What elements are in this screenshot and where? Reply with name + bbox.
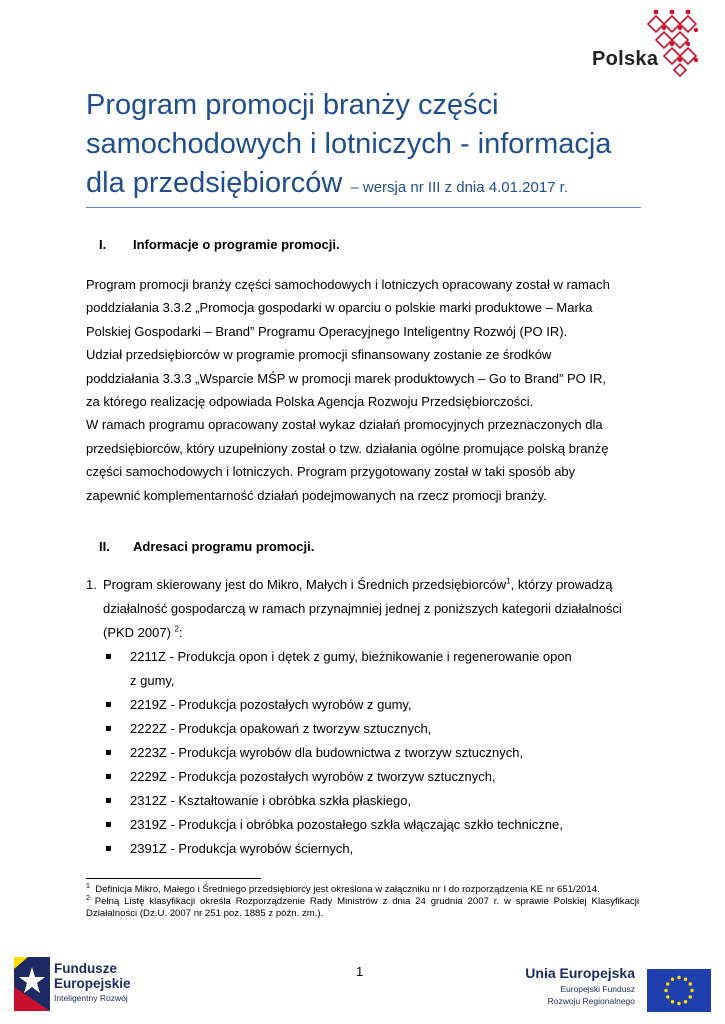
eu-star-icon [690, 989, 693, 992]
list-item [103, 741, 643, 765]
list-item [103, 717, 643, 741]
bullet-square-icon [106, 702, 111, 707]
footnote-text: Pełną Listę klasyfikacji określa Rozporządzenie Rady Ministrów z dnia 24 grudnia 2007 r. w sprawie Polskiej Klasyfikacji Działalności (Dz.U. 2007 nr 251 poz. 1885 z późn. zm.). [86, 896, 639, 919]
section-title: Adresaci programu promocji. [133, 539, 315, 554]
paragraph-line: Udział przedsiębiorców w programie promocji sfinansowany zostanie ze środków [86, 347, 552, 363]
document-title [86, 86, 646, 207]
paragraph-line: za którego realizację odpowiada Polska Agencja Rozwoju Przedsiębiorczości. [86, 394, 534, 410]
footnote [86, 884, 639, 896]
title-version: – wersja nr III z dnia 4.01.2017 r. [350, 179, 568, 196]
footnote-ref[interactable]: 1 [506, 576, 511, 586]
list-item [103, 813, 643, 837]
intro-text: (PKD 2007) [103, 625, 175, 640]
section-1-paragraph [86, 273, 646, 507]
unia-europejska-logo [527, 965, 717, 1015]
list-item-text: 2312Z - Kształtowanie i obróbka szkła płaskiego, [130, 793, 412, 808]
list-item-text: z gumy, [130, 673, 175, 688]
section-1-heading [99, 237, 499, 255]
page-number: 1 [356, 964, 364, 979]
eu-star-icon [666, 982, 669, 985]
list-item [103, 837, 643, 861]
footnote-text: Definicja Mikro, Małego i Średniego przedsiębiorcy jest określona w załączniku nr I do rozporządzenia KE nr 651/2014. [95, 884, 600, 895]
list-item-text: 2223Z - Produkcja wyrobów dla budownictwa z tworzyw sztucznych, [130, 745, 524, 760]
intro-text: działalność gospodarczą w ramach przynajmniej jednej z poniższych kategorii działalności [103, 601, 622, 616]
title-divider [86, 207, 641, 208]
item-number: 1. [86, 577, 97, 592]
footnote [86, 896, 639, 920]
fundusze-europejskie-logo [14, 957, 154, 1011]
logo-text: Fundusze [54, 961, 117, 976]
bullet-square-icon [106, 654, 111, 659]
paragraph-line: poddziałania 3.3.2 „Promocja gospodarki w oparciu o polskie marki produktowe – Marka [86, 300, 593, 316]
fundusze-star-icon [14, 957, 50, 1011]
intro-text: Program skierowany jest do Mikro, Małych i Średnich przedsiębiorców [103, 577, 507, 592]
footnote-mark: 1 [86, 882, 90, 890]
list-item [103, 693, 643, 717]
list-item-text: 2219Z - Produkcja pozostałych wyrobów z gumy, [130, 697, 412, 712]
eu-star-icon [689, 982, 692, 985]
eu-star-icon [671, 1000, 674, 1003]
intro-text: , którzy prowadzą [510, 577, 613, 592]
logo-text: Europejski Fundusz [560, 984, 635, 994]
list-item [103, 765, 643, 789]
title-line: dla przedsiębiorców [86, 167, 343, 199]
eu-flag-icon [647, 969, 711, 1012]
list-item-text: 2391Z - Produkcja wyrobów ściernych, [130, 841, 354, 856]
logo-text: Unia Europejska [525, 965, 635, 981]
eu-star-icon [684, 978, 687, 981]
bullet-square-icon [106, 774, 111, 779]
list-item-text: 2319Z - Produkcja i obróbka pozostałego szkła włączając szkło techniczne, [130, 817, 563, 832]
pkd-list [103, 645, 643, 861]
list-item-text: 2229Z - Produkcja pozostałych wyrobów z tworzyw sztucznych, [130, 769, 496, 784]
logo-text: Inteligentny Rozwój [54, 993, 128, 1003]
paragraph-line: zapewnić komplementarność działań podejmowanych na rzecz promocji branży. [86, 487, 547, 503]
footnote-divider [86, 878, 261, 879]
logo-text: Rozwoju Regionalnego [547, 996, 635, 1006]
section-number: I. [99, 237, 107, 252]
section-2-heading [99, 539, 499, 557]
eu-star-icon [684, 1000, 687, 1003]
paragraph-line: Polskiej Gospodarki – Brand” Programu Operacyjnego Inteligentny Rozwój (PO IR). [86, 323, 568, 339]
bullet-square-icon [106, 750, 111, 755]
paragraph-line: poddziałania 3.3.3 „Wsparcie MŚP w promocji marek produktowych – Go to Brand” PO IR, [86, 370, 606, 386]
list-item-text: 2222Z - Produkcja opakowań z tworzyw sztucznych, [130, 721, 432, 736]
section-number: II. [99, 539, 110, 554]
eu-star-icon [664, 989, 667, 992]
list-item-text: 2211Z - Produkcja opon i dętek z gumy, bieżnikowanie i regenerowanie opon [130, 649, 572, 664]
paragraph-line: W ramach programu opracowany został wykaz działań promocyjnych przeznaczonych dla [86, 417, 603, 433]
eu-star-icon [677, 976, 680, 979]
eu-star-icon [671, 978, 674, 981]
title-line: Program promocji branży części [86, 89, 499, 121]
eu-star-icon [677, 1002, 680, 1005]
section-title: Informacje o programie promocji. [133, 237, 340, 252]
eu-star-icon [666, 995, 669, 998]
logo-text: Europejskie [54, 976, 131, 991]
intro-text: : [179, 625, 183, 640]
polska-logo-text: Polska [592, 48, 659, 70]
footnote-ref[interactable]: 2 [174, 624, 179, 634]
paragraph-line: Program promocji branży części samochodowych i lotniczych opracowany został w ramach [86, 277, 610, 292]
footnotes [86, 884, 639, 920]
bullet-square-icon [106, 822, 111, 827]
title-line: samochodowych i lotniczych - informacja [86, 128, 612, 160]
polska-logo [592, 8, 704, 78]
bullet-square-icon [106, 798, 111, 803]
paragraph-line: części samochodowych i lotniczych. Program przygotowany został w taki sposób aby [86, 464, 576, 480]
paragraph-line: przedsiębiorców, który uzupełniony został o tzw. działania ogólne promujące polską branżę [86, 440, 609, 456]
list-item [103, 645, 643, 693]
bullet-square-icon [106, 726, 111, 731]
numbered-item-1 [86, 573, 646, 645]
eu-star-icon [689, 995, 692, 998]
footnote-mark: 2 [86, 894, 90, 902]
bullet-square-icon [106, 846, 111, 851]
list-item [103, 789, 643, 813]
